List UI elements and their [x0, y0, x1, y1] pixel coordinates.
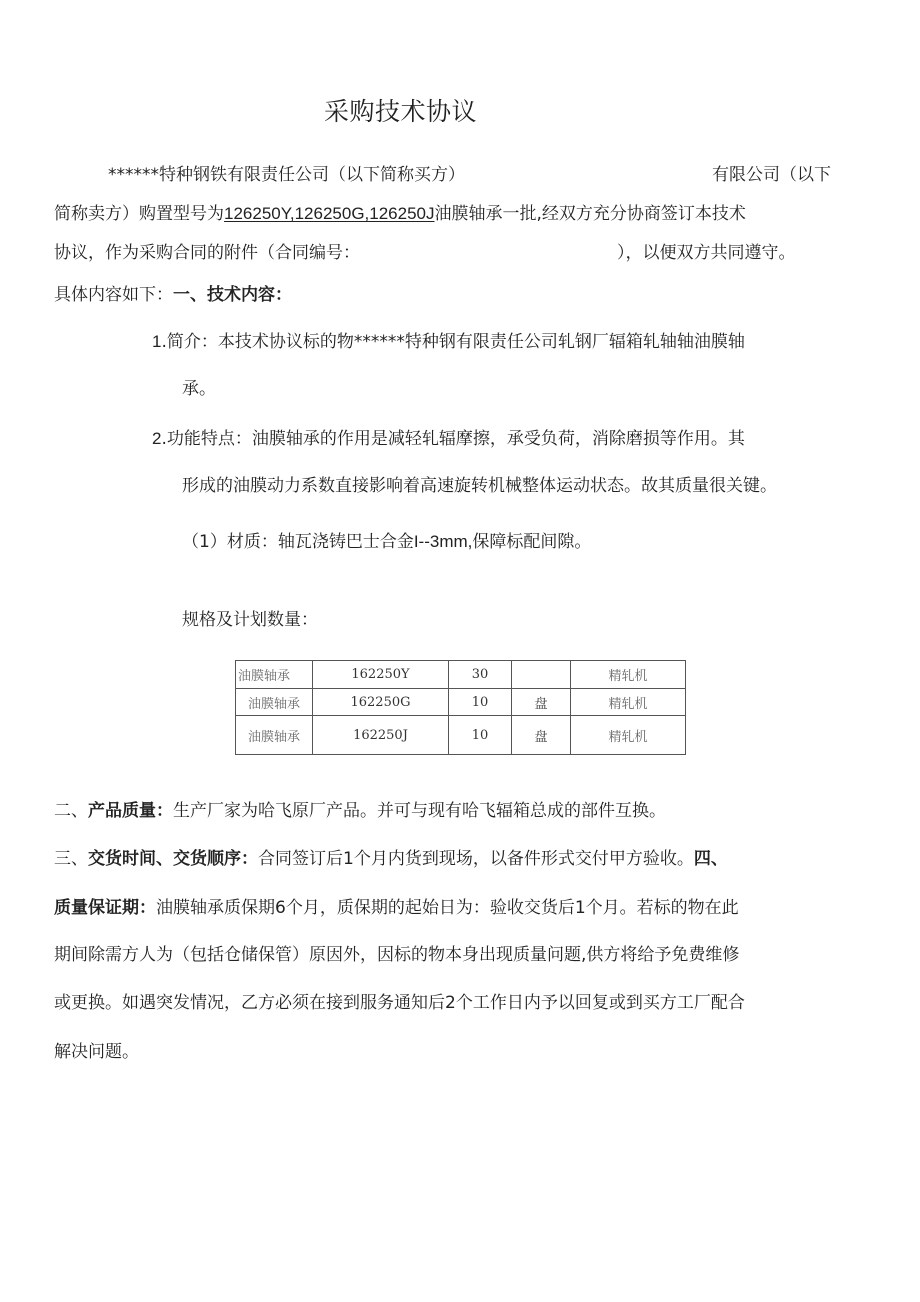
delivery-paragraph — [54, 847, 728, 871]
cell-model: 162250Y — [313, 661, 449, 689]
section-4-number: 四、 — [693, 849, 728, 869]
intro-seller: 有限公司（以下 — [712, 165, 831, 185]
delivery-heading: 交货时间、交货顺序： — [88, 849, 258, 869]
warranty-line-1 — [54, 896, 739, 920]
cell-location: 精轧机 — [571, 689, 686, 716]
cell-location: 精轧机 — [571, 716, 686, 755]
model-numbers: 126250Y,126250G,126250J — [224, 204, 435, 223]
intro-purchase-text-2: 油膜轴承一批,经双方充分协商签订本技术 — [434, 204, 746, 224]
intro-line-4 — [54, 283, 292, 307]
intro-contract-end: ），以便双方共同遵守。 — [617, 243, 796, 263]
material-line — [182, 530, 591, 554]
item-2 — [152, 427, 745, 451]
table-row — [236, 716, 686, 755]
intro-contract: 协议，作为采购合同的附件（合同编号： — [54, 243, 360, 263]
material-spec: I--3mm, — [413, 532, 473, 551]
cell-unit: 盘 — [512, 716, 571, 755]
section-1-heading: 一、技术内容： — [173, 285, 292, 305]
cell-name: 油膜轴承 — [236, 716, 313, 755]
cell-model: 162250J — [313, 716, 449, 755]
item-1-number: 1 — [152, 332, 162, 351]
quality-heading: 产品质量： — [88, 801, 173, 821]
warranty-line-4: 解决问题。 — [54, 1042, 139, 1062]
document-title: 采购技术协议 — [324, 97, 478, 126]
table-row — [236, 689, 686, 716]
delivery-prefix: 三、 — [54, 849, 88, 869]
spec-heading: 规格及计划数量： — [182, 610, 318, 630]
warranty-line-3: 或更换。如遇突发情况，乙方必须在接到服务通知后2个工作日内予以回复或到买方工厂配合 — [54, 993, 745, 1013]
warranty-heading: 质量保证期： — [54, 898, 156, 918]
intro-buyer: ******特种钢铁有限责任公司（以下简称买方） — [108, 165, 465, 185]
material-suffix: 保障标配间隙。 — [472, 532, 592, 552]
warranty-line-2: 期间除需方人为（包括仓储保管）原因外，因标的物本身出现质量问题,供方将给予免费维修 — [54, 945, 740, 965]
quality-paragraph — [54, 799, 666, 823]
item-1 — [152, 330, 745, 354]
cell-qty: 10 — [449, 716, 512, 755]
quality-text: 生产厂家为哈飞原厂产品。并可与现有哈飞辐箱总成的部件互换。 — [173, 801, 666, 821]
item-2-number: 2 — [152, 429, 162, 448]
item-2-continued: 形成的油膜动力系数直接影响着高速旋转机械整体运动状态。故其质量很关键。 — [182, 476, 777, 496]
cell-unit: 盘 — [512, 689, 571, 716]
intro-purchase-text: 简称卖方）购置型号为 — [54, 204, 224, 224]
cell-qty: 10 — [449, 689, 512, 716]
cell-model: 162250G — [313, 689, 449, 716]
table-row — [236, 661, 686, 689]
content-label: 具体内容如下： — [54, 285, 173, 305]
item-1-continued: 承。 — [182, 379, 216, 399]
item-1-text: .简介：本技术协议标的物******特种钢有限责任公司轧钢厂辐箱轧轴轴油膜轴 — [161, 332, 745, 352]
cell-name: 油膜轴承 — [236, 661, 313, 689]
cell-qty: 30 — [449, 661, 512, 689]
intro-line-2 — [54, 202, 746, 226]
cell-location: 精轧机 — [571, 661, 686, 689]
material-prefix: （1）材质：轴瓦浇铸巴士合金 — [182, 532, 414, 552]
spec-table — [235, 660, 686, 755]
warranty-text-1: 油膜轴承质保期6个月，质保期的起始日为：验收交货后1个月。若标的物在此 — [156, 898, 739, 918]
delivery-text: 合同签订后1个月内货到现场，以备件形式交付甲方验收。 — [258, 849, 694, 869]
item-2-text: .功能特点：油膜轴承的作用是减轻轧辐摩擦，承受负荷，消除磨损等作用。其 — [161, 429, 745, 449]
cell-name: 油膜轴承 — [236, 689, 313, 716]
quality-prefix: 二、 — [54, 801, 88, 821]
cell-unit — [512, 661, 571, 689]
